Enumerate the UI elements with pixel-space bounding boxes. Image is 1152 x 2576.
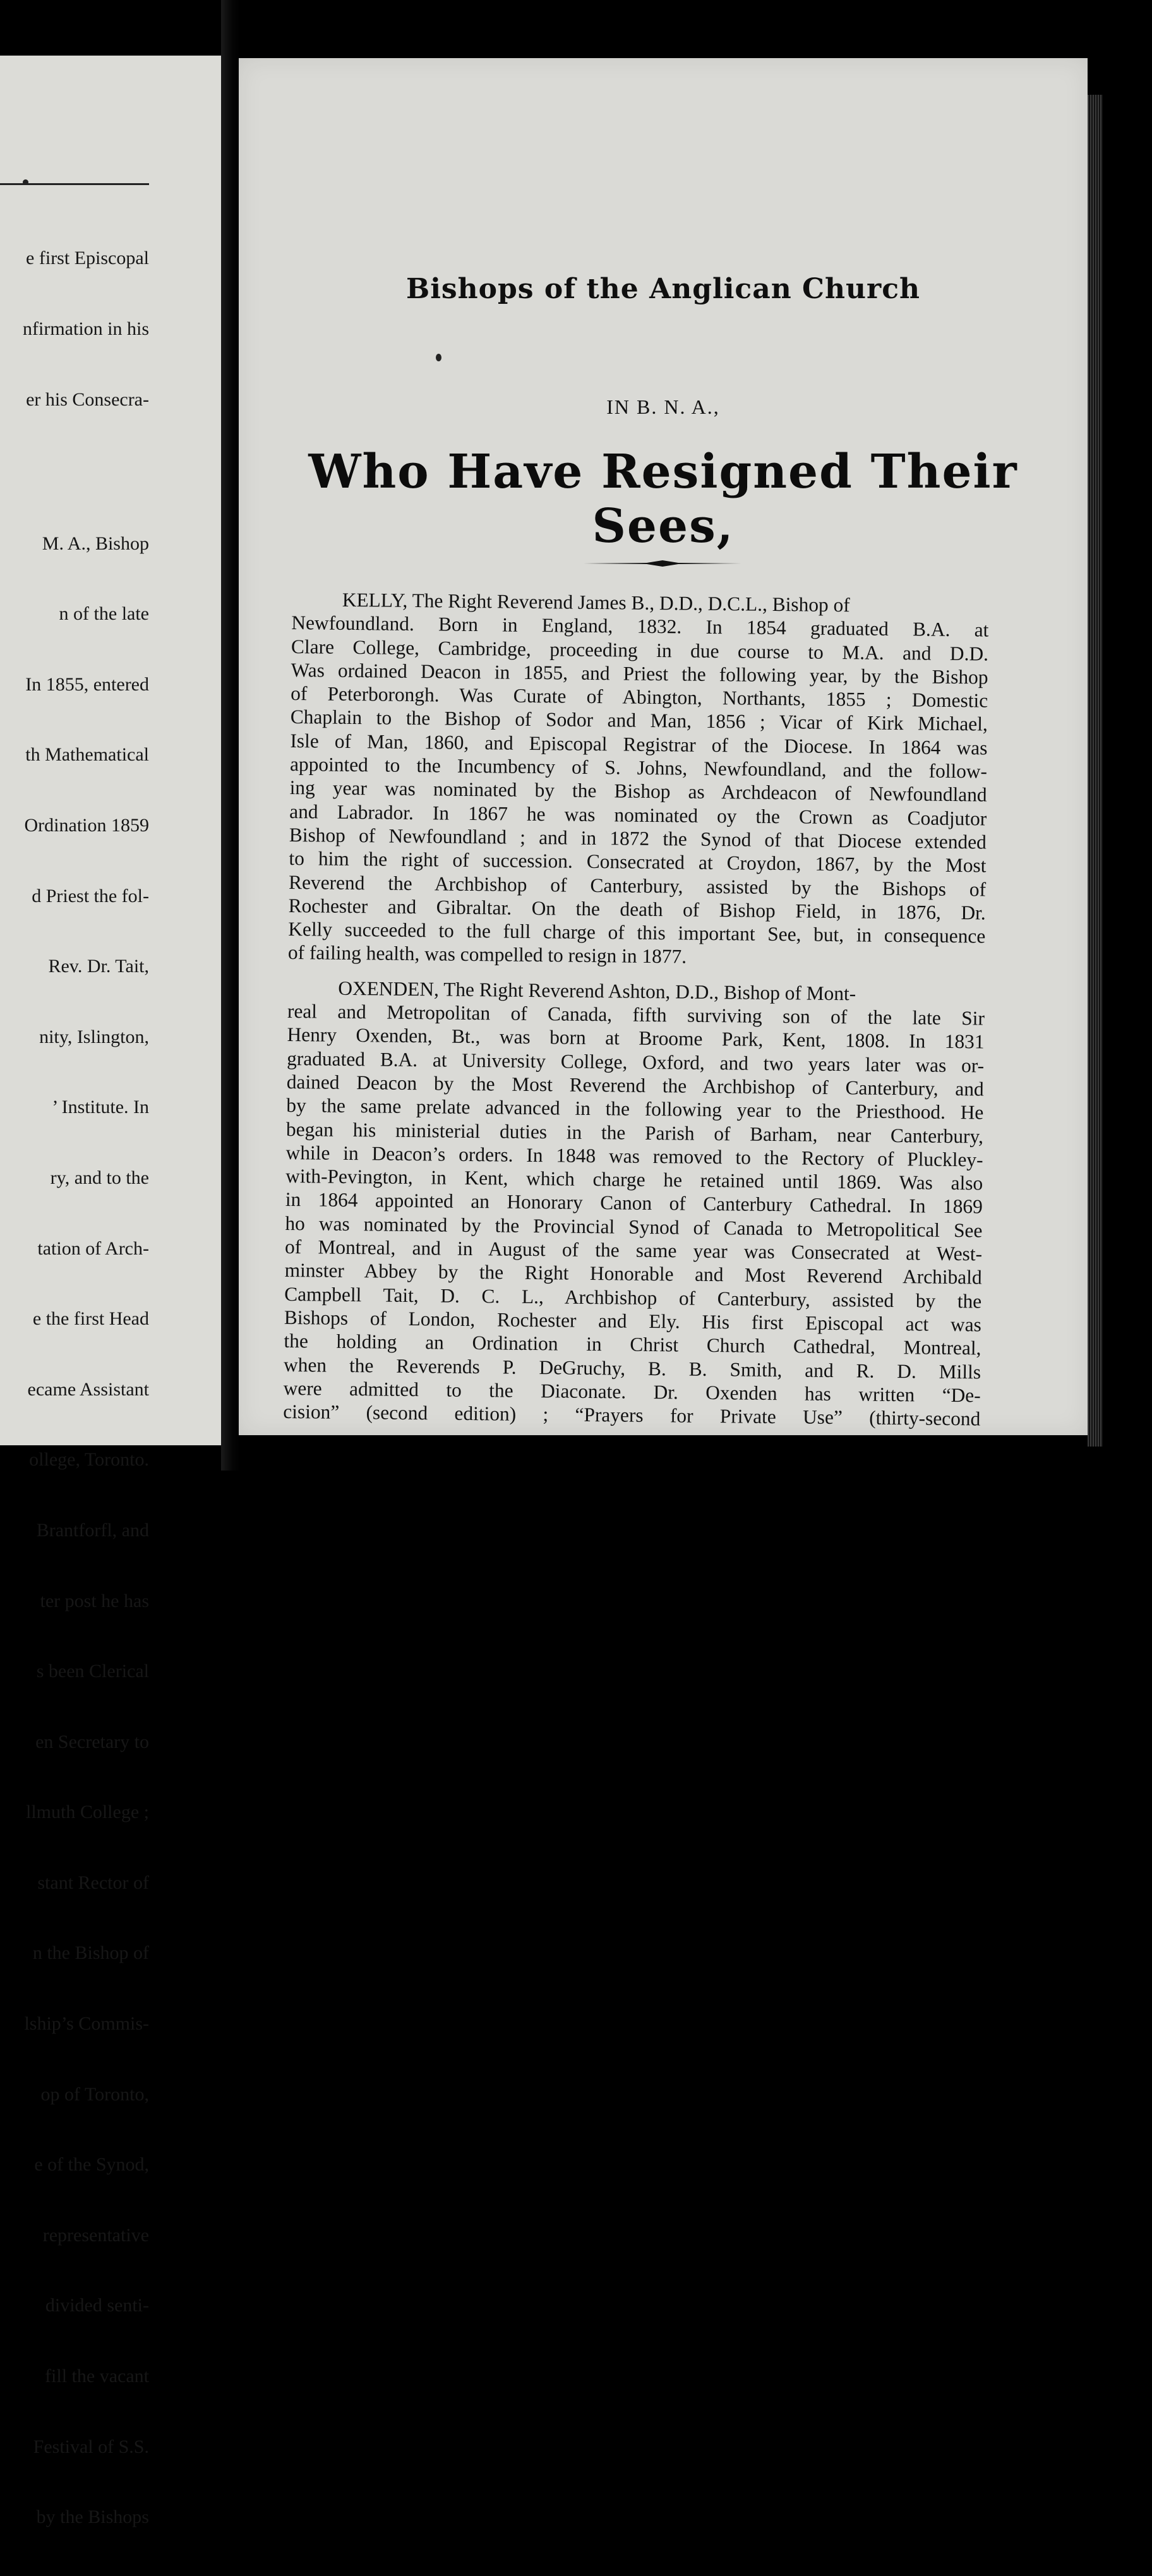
text-line: nity, Islington, — [39, 1026, 149, 1047]
text-line: by the Bishops — [36, 2507, 149, 2528]
entry-line: with-Pevington, in Kent, which charge he retained until 1869. Was also — [285, 1165, 983, 1195]
text-line: n of the late — [59, 603, 149, 625]
entry-line: Rochester and Gibraltar. On the death of Bishop Field, in 1876, Dr. — [288, 894, 986, 924]
entry-line: the holding an Ordination in Christ Church Cathedral, Montreal, — [284, 1330, 981, 1359]
text-line: d Priest the fol- — [32, 885, 149, 906]
page-stack-edge — [1088, 95, 1103, 1447]
text-line: ’ Institute. In — [52, 1097, 149, 1118]
entry-line: when the Reverends P. DeGruchy, B. B. Smith, and R. D. Mills — [283, 1353, 981, 1383]
text-line: divided senti- — [45, 2295, 149, 2316]
entry-line: Kelly succeeded to the full charge of this important See, but, in consequence — [288, 918, 986, 948]
blank-line — [23, 458, 149, 485]
entry-line: cision” (second edition) ; “Prayers for Private Use” (thirty-second — [283, 1400, 981, 1430]
biography-entries — [283, 587, 989, 1431]
entry-line: Reverend the Archbishop of Canterbury, assisted by the Bishops of — [288, 870, 987, 901]
main-page — [239, 58, 1088, 1435]
entry-line: in 1864 appointed an Honorary Canon of Canterbury Cathedral. In 1869 — [285, 1188, 983, 1218]
entry-line: Chaplain to the Bishop of Sodor and Man, 1856 ; Vicar of Kirk Michael, — [290, 706, 988, 736]
previous-page-fragment — [0, 56, 231, 2528]
text-line: en Secretary to — [35, 1731, 149, 1752]
entry-line: Bishop of Newfoundland ; and in 1872 the Synod of that Diocese extended — [289, 823, 987, 853]
entry-line: and Labrador. In 1867 he was nominated oy the Crown as Coadjutor — [289, 800, 987, 830]
entry-line: of Peterborongh. Was Curate of Abington, Northants, 1855 ; Domestic — [291, 682, 988, 712]
entry-line: minster Abbey by the Right Honorable and Most Reverend Archibald — [284, 1259, 982, 1289]
entry-kelly — [288, 587, 989, 972]
heading-anglican-church: Bishops of the Anglican Church — [406, 273, 920, 305]
text-line: M. A., Bishop — [42, 533, 149, 554]
text-line: fill the vacant — [45, 2366, 149, 2387]
entry-line: Newfoundland. Born in England, 1832. In 1854 graduated B.A. at — [291, 611, 989, 641]
entry-line: KELLY, The Right Reverend James B., D.D., D.C.L., Bishop of — [342, 588, 850, 617]
text-line: tation of Arch- — [37, 1237, 149, 1259]
text-line: ollege, Toronto. — [29, 1449, 149, 1471]
section-divider — [0, 183, 149, 185]
text-line: s been Clerical — [36, 1661, 149, 1682]
entry-line: dained Deacon by the Most Reverend the Archbishop of Canterbury, and — [286, 1070, 984, 1100]
book-binding-gutter — [221, 0, 240, 1471]
entry-line: OXENDEN, The Right Reverend Ashton, D.D., Bishop of Mont- — [338, 977, 856, 1005]
text-line: e of the Synod, — [34, 2154, 149, 2176]
entry-line: Clare College, Cambridge, proceeding in due course to M.A. and D.D. — [291, 635, 989, 665]
entry-line: of Montreal, and in August of the same year was Consecrated at West- — [284, 1235, 983, 1265]
text-line: llmuth College ; — [26, 1802, 149, 1823]
entry-line: Isle of Man, 1860, and Episcopal Registrar of the Diocese. In 1864 was — [290, 729, 988, 759]
entry-line: Was ordained Deacon in 1855, and Priest the following year, by the Bishop — [291, 658, 988, 689]
heading-bna: IN B. N. A., — [606, 395, 720, 418]
entry-line: real and Metropolitan of Canada, fifth surviving son of the late Sir — [287, 1000, 985, 1030]
ink-speck — [436, 354, 441, 361]
text-line: ecame Assistant — [27, 1378, 149, 1400]
entry-line: to him the right of succession. Consecrated at Croydon, 1867, by the Most — [289, 847, 987, 877]
text-line: e the first Head — [32, 1308, 149, 1330]
entry-line: Campbell Tait, D. C. L., Archbishop of Canterbury, assisted by the — [284, 1282, 982, 1313]
text-line: th Mathematical — [25, 744, 149, 766]
text-line: n the Bishop of — [32, 1942, 149, 1964]
text-line: er his Consecra- — [26, 388, 149, 410]
entry-line: ho was nominated by the Provincial Synod of Canada to Metropolitical See — [285, 1212, 983, 1242]
entry-line: ing year was nominated by the Bishop as Archdeacon of Newfoundland — [289, 776, 987, 806]
previous-page-text — [23, 200, 149, 2576]
heading-resigned-sees: Who Have Resigned Their Sees, — [308, 445, 1018, 553]
text-line: representative — [42, 2224, 149, 2246]
text-line: In 1855, entered — [25, 673, 149, 695]
entry-line: graduated B.A. at University College, Oxford, and two years later was or- — [287, 1047, 985, 1077]
text-line: Rev. Dr. Tait, — [48, 956, 149, 977]
ornament-dot — [23, 179, 28, 185]
text-line: ter post he has — [40, 1590, 149, 1611]
entry-line: were admitted to the Diaconate. Dr. Oxenden has written “De- — [283, 1376, 981, 1407]
entry-line: Bishops of London, Rochester and Ely. His first Episcopal act was — [284, 1306, 982, 1336]
text-line: Brantforfl, and — [36, 1519, 149, 1541]
text-line: nfirmation in his — [23, 318, 149, 339]
text-line: Ordination 1859 — [24, 814, 149, 836]
entry-line: began his ministerial duties in the Parish of Barham, near Canterbury, — [285, 1117, 984, 1148]
text-line: ry, and to the — [50, 1167, 149, 1188]
entry-line: of failing health, was compelled to resign in 1877. — [287, 941, 687, 968]
entry-line: while in Deacon’s orders. In 1848 was removed to the Rectory of Pluckley- — [285, 1141, 983, 1171]
entry-oxenden — [283, 976, 985, 1431]
entry-line: Henry Oxenden, Bt., was born at Broome Park, Kent, 1808. In 1831 — [287, 1023, 985, 1053]
text-line: lship’s Commis- — [24, 2013, 149, 2035]
text-line: e first Episcopal — [26, 248, 149, 269]
text-line: stant Rector of — [37, 1872, 149, 1893]
text-line: op of Toronto, — [40, 2083, 149, 2105]
entry-line: appointed to the Incumbency of S. Johns, Newfoundland, and the follow- — [289, 753, 988, 783]
text-line: Festival of S.S. — [33, 2436, 149, 2457]
ornamental-rule — [584, 560, 741, 567]
entry-line: by the same prelate advanced in the following year to the Priesthood. He — [286, 1094, 984, 1124]
